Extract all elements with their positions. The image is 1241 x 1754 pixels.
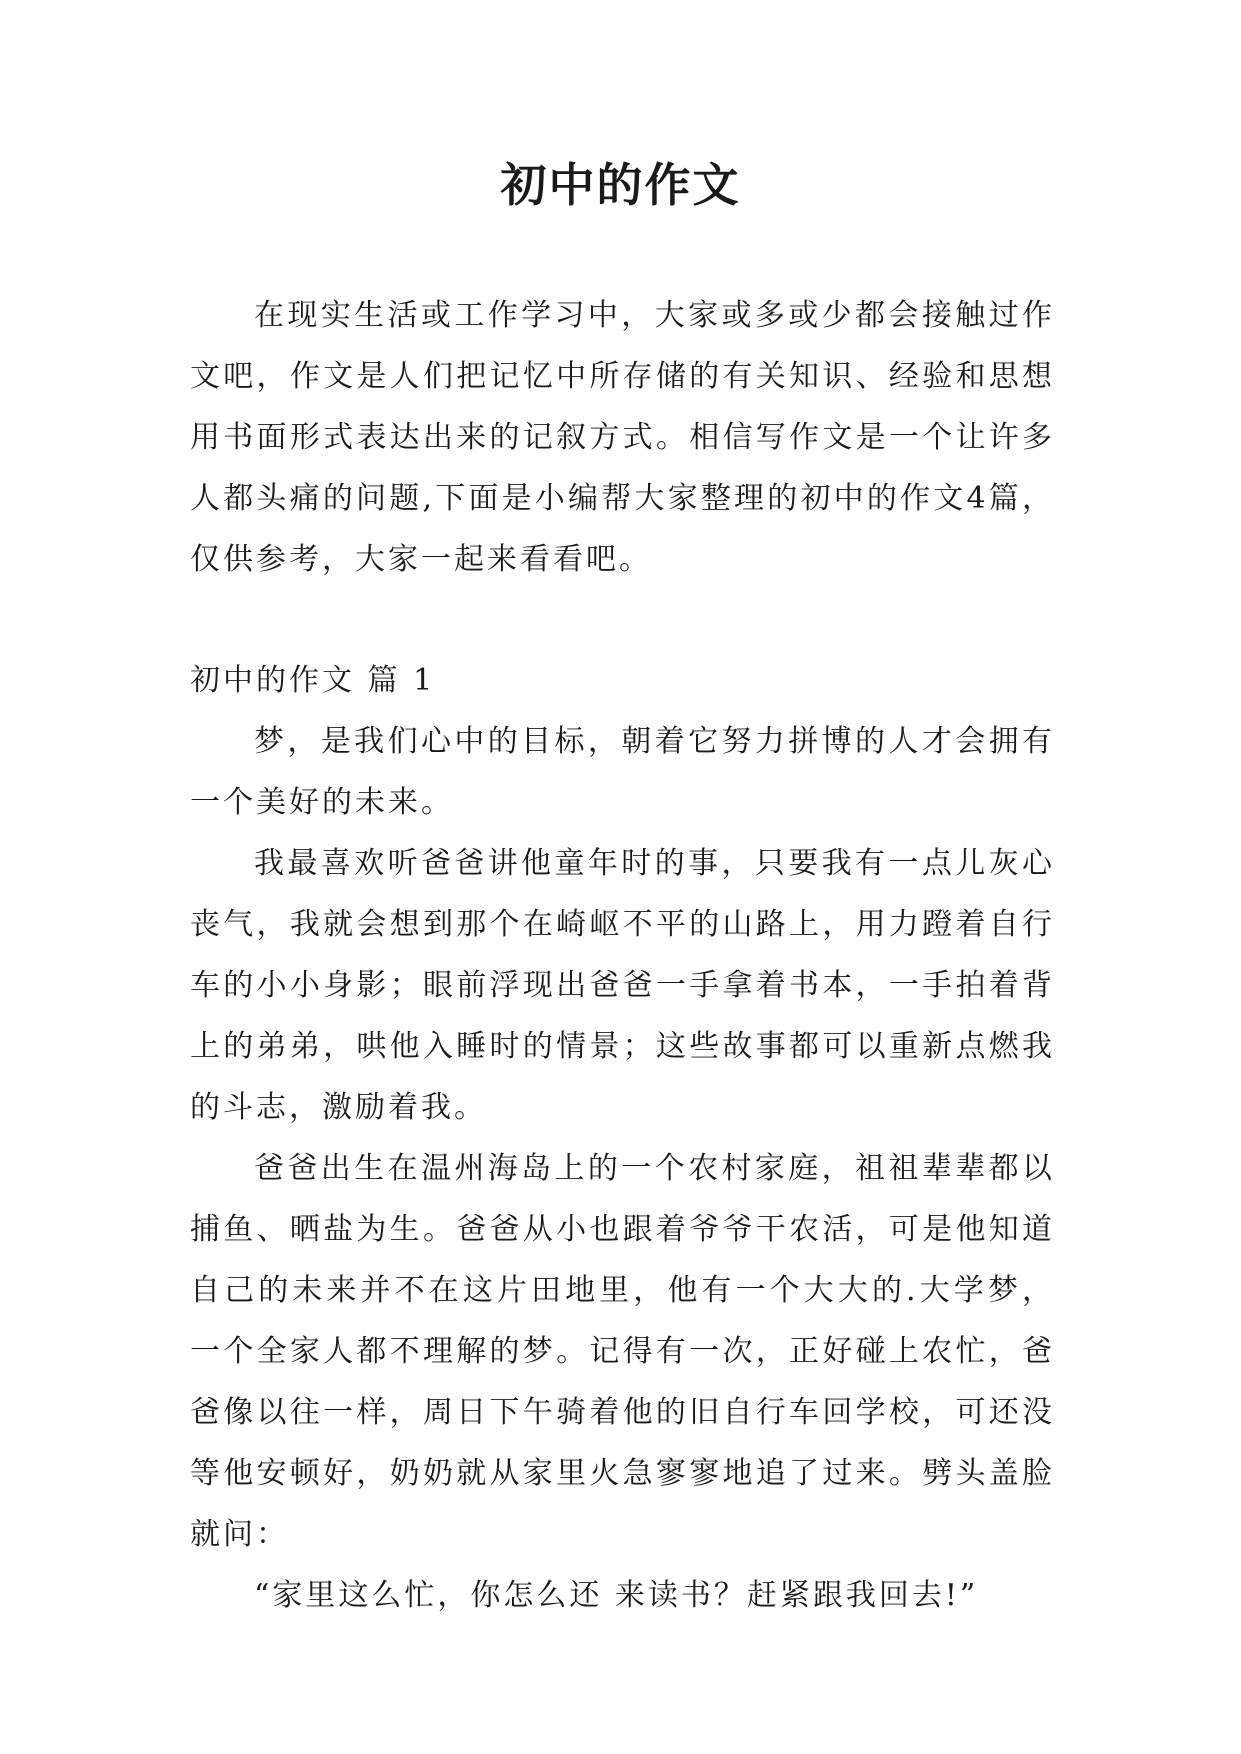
body-paragraph: 爸爸出生在温州海岛上的一个农村家庭，祖祖辈辈都以捕鱼、晒盐为生。爸爸从小也跟着爷爷干农活，可是他知道自己的未来并不在这片田地里，他有一个大大的.大学梦，一个全家人都不理解的梦。记得有一次，正好碰上农忙，爸爸像以往一样，周日下午骑着他的旧自行车回学校，可还没等他安顿好，奶奶就从家里火急寥寥地追了过来。劈头盖脸就问： [190, 1151, 1055, 1552]
page-title: 初中的作文 [500, 158, 741, 212]
body-paragraph: 我最喜欢听爸爸讲他童年时的事，只要我有一点儿灰心丧气，我就会想到那个在崎岖不平的山路上，用力蹬着自行车的小小身影；眼前浮现出爸爸一手拿着书本，一手拍着背上的弟弟，哄他入睡时的情景；这些故事都可以重新点燃我的斗志，激励着我。 [190, 846, 1055, 1125]
section-gap [190, 590, 1055, 650]
body-paragraph: 梦，是我们心中的目标，朝着它努力拼博的人才会拥有一个美好的未来。 [190, 724, 1055, 820]
document-body [190, 285, 1055, 1626]
dialogue-paragraph: “家里这么忙，你怎么还 来读书？赶紧跟我回去!” [254, 1578, 979, 1613]
section-heading: 初中的作文 篇 1 [190, 663, 436, 698]
intro-paragraph: 在现实生活或工作学习中，大家或多或少都会接触过作文吧，作文是人们把记忆中所存储的有关知识、经验和思想用书面形式表达出来的记叙方式。相信写作文是一个让许多人都头痛的问题,下面是小编帮大家整理的初中的作文4篇，仅供参考，大家一起来看看吧。 [190, 298, 1055, 577]
